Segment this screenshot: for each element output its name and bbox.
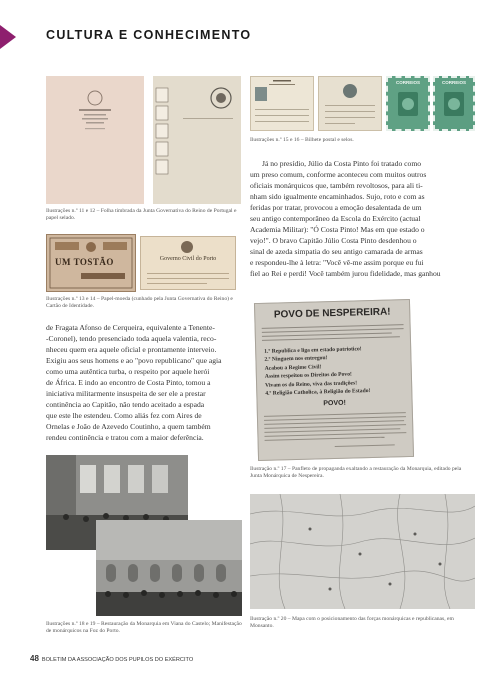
caption-11-12: Ilustrações n.º 11 e 12 – Folha timbrada da Junta Governativa do Reino de Portugal e papel selado. bbox=[46, 208, 237, 221]
text-line: de África. E indo ao encontro de Costa Pinto, tomou a bbox=[46, 378, 211, 388]
stamp-image-2 bbox=[433, 76, 475, 131]
stamp-label-2: CORREIOS bbox=[441, 80, 466, 85]
caption-18-19: Ilustrações n.º 18 e 19 – Restauração da Monarquia em Viana do Castelo; Manifestação de monárquicos na Foz do Porto. bbox=[46, 621, 242, 634]
text-line: sinal de azeda simpatia do seu antigo camarada de armas bbox=[250, 247, 423, 257]
text-line: fiel ao Rei e perdi! Você também jurou fidelidade, mas ganhou bbox=[250, 269, 441, 279]
text-line: nheceu quem era aquele oficial e prontamente interveio. bbox=[46, 345, 217, 355]
pamphlet-line: 4.º Religião Catholica, à Religião do Estado! bbox=[265, 388, 371, 397]
text-line: rendeu continência e tratou com a maior deferência. bbox=[46, 433, 204, 443]
letterhead-image bbox=[46, 76, 144, 204]
stamp-image-1 bbox=[386, 76, 430, 131]
banknote-value: UM TOSTÃO bbox=[55, 257, 114, 267]
right-column-text bbox=[250, 158, 474, 280]
text-line: iniciativa militarmente insuspeita de ser ele a prestar bbox=[46, 389, 206, 399]
stamp-label-1: CORREIOS bbox=[395, 80, 420, 85]
text-line: vejo!". O bravo Capitão Júlio Costa Pinto desdenhou o bbox=[250, 236, 417, 246]
text-line: Exigiu aos seus homens e ao "povo republicano" que agia bbox=[46, 356, 222, 366]
text-line: continência ao Capitão, não tendo aceitado a espada bbox=[46, 400, 205, 410]
text-line: de Fragata Afonso de Cerqueira, equivalente a Tenente- bbox=[46, 323, 215, 332]
pamphlet-line: 1.º Republica e liga em estado patriotico! bbox=[264, 346, 362, 355]
text-line: Academia Militar): "Ó Costa Pinto! Mas em que estado o bbox=[250, 225, 425, 235]
text-line: Já no presídio, Júlio da Costa Pinto foi tratado como bbox=[262, 159, 422, 168]
pamphlet-line: 2.º Ninguem nos entregou! bbox=[264, 355, 328, 364]
text-line: um preso comum, conforme aconteceu com muitos outros bbox=[250, 170, 427, 180]
id-card-image bbox=[140, 236, 236, 290]
pamphlet-title: POVO DE NESPEREIRA! bbox=[273, 306, 391, 321]
text-line: e respondeu-lhe à letra: "Você vê-me assim porque eu fui bbox=[250, 258, 424, 268]
map-image bbox=[250, 494, 475, 609]
section-marker bbox=[0, 25, 16, 49]
text-line: nham sido igualmente encaminhados. Sujo, roto e com as bbox=[250, 192, 425, 202]
text-line: como uma autêntica turba, o respeito por aquele herói bbox=[46, 367, 210, 377]
pamphlet-image bbox=[254, 299, 414, 461]
footer bbox=[30, 654, 193, 663]
banknote-image bbox=[46, 234, 136, 292]
text-line: seu antigo contemporâneo da Escola do Exército (actual bbox=[250, 214, 421, 224]
text-line: que este lhe estendeu. Como aliás fez com Aires de bbox=[46, 411, 202, 421]
pamphlet-cry: POVO! bbox=[323, 399, 346, 408]
text-line: oficiais monárquicos que, também revoltosos, para ali ti- bbox=[250, 181, 423, 191]
pamphlet-line: Vivam os do Reino, viva das tradições! bbox=[265, 380, 358, 389]
pamphlet-points bbox=[264, 344, 405, 398]
text-line: feridas por tratar, provocou a emoção desalentada de um bbox=[250, 203, 422, 213]
caption-20: Ilustração n.º 20 – Mapa com o posicionamento das forças monárquicas e republicanas, em Monsanto. bbox=[250, 616, 454, 629]
left-column-text bbox=[46, 322, 242, 444]
text-line: -Coronel), tendo presenciado toda aquela valentia, reco- bbox=[46, 334, 217, 344]
pamphlet-line: Assim respeitou os Direitos do Povo! bbox=[264, 371, 352, 381]
photo-foz-image bbox=[96, 520, 242, 616]
publication-name: BOLETIM DA ASSOCIAÇÃO DOS PUPILOS DO EXÉRCITO bbox=[41, 657, 194, 663]
postcard-back-image bbox=[318, 76, 382, 131]
section-title: CULTURA E CONHECIMENTO bbox=[46, 28, 252, 42]
postcard-image bbox=[250, 76, 314, 131]
page-number: 48 bbox=[30, 654, 39, 663]
text-line: Ornelas e João de Azevedo Coutinho, a quem também bbox=[46, 422, 211, 432]
id-card-title: Governo Civil do Porto bbox=[159, 256, 217, 262]
caption-13-14: Ilustrações n.º 13 e 14 – Papel-moeda (cunhado pela Junta Governativa do Reino) e Cartão de Identidade. bbox=[46, 296, 233, 309]
pamphlet-line: Acabou a Regime Civil! bbox=[264, 364, 322, 372]
stamped-paper-image bbox=[153, 76, 241, 204]
caption-17: Ilustração n.º 17 – Panfleto de propaganda exaltando a restauração da Monarquia, editado pela Junta Monárquica de Nespereira. bbox=[250, 466, 462, 479]
caption-15-16: Ilustrações n.º 15 e 16 – Bilhete postal e selos. bbox=[250, 137, 354, 143]
